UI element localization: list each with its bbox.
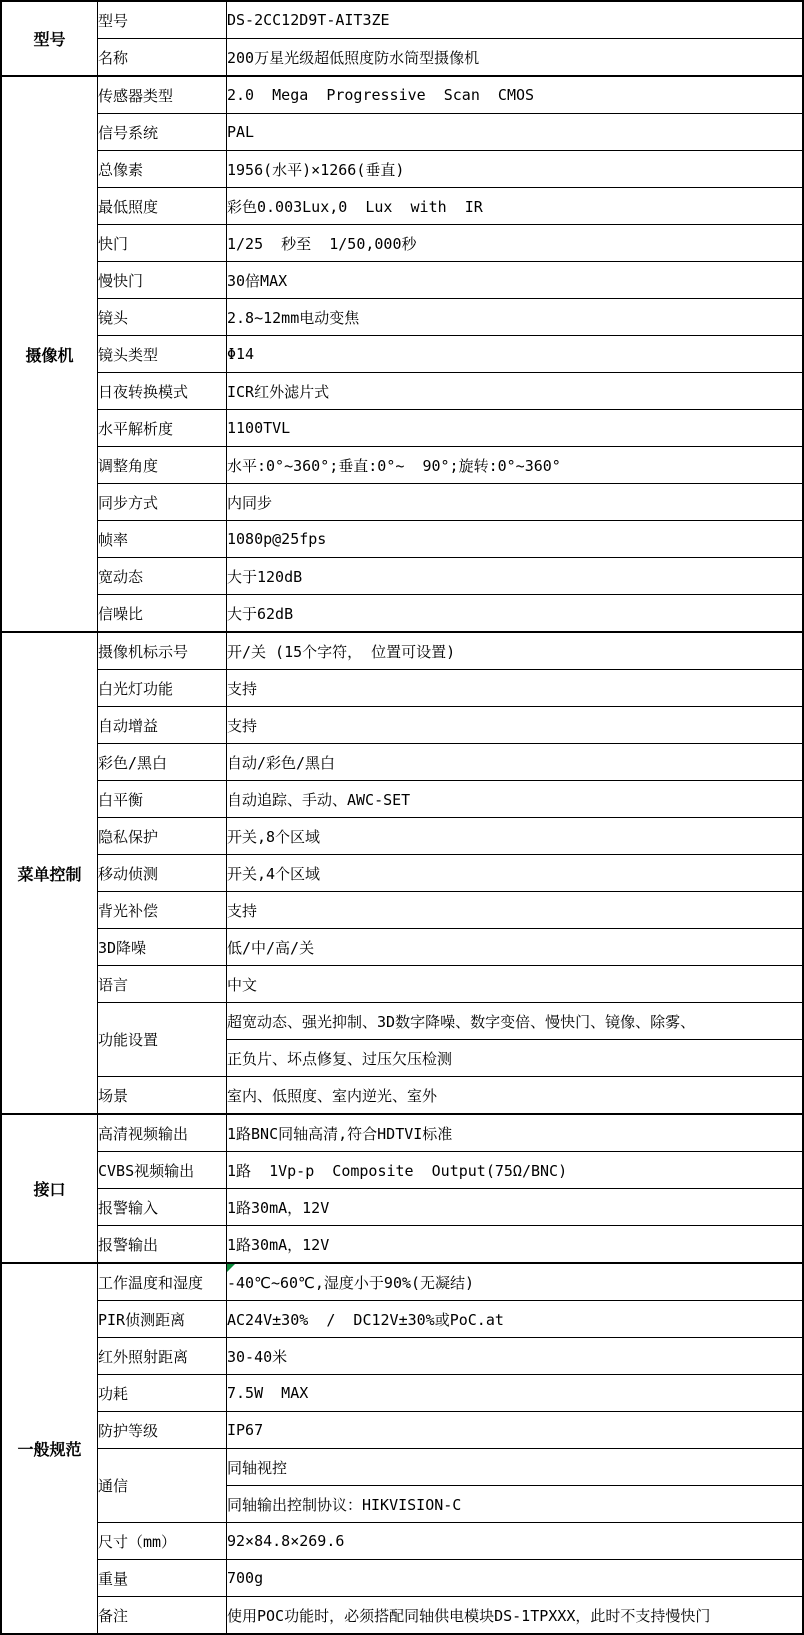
value-cell xyxy=(227,1114,804,1152)
param-cell: 传感器类型 xyxy=(98,76,227,114)
table-row xyxy=(1,1412,803,1449)
value-text: 使用POC功能时，必须搭配同轴供电模块DS-1TPXXX，此时不支持慢快门 xyxy=(227,1606,711,1625)
value-cell xyxy=(227,39,804,77)
table-row xyxy=(1,484,803,521)
param-cell: 高清视频输出 xyxy=(98,1114,227,1152)
value-cell xyxy=(227,1189,804,1226)
table-row xyxy=(1,447,803,484)
value-text: 内同步 xyxy=(227,493,273,512)
table-row xyxy=(1,1597,803,1635)
value-cell xyxy=(227,447,804,484)
param-cell: 3D降噪 xyxy=(98,929,227,966)
value-cell xyxy=(227,1338,804,1375)
param-cell: 隐私保护 xyxy=(98,818,227,855)
table-row xyxy=(1,1003,803,1040)
value-text: 彩色0.003Lux,0 Lux with IR xyxy=(227,197,483,216)
value-text: DS-2CC12D9T-AIT3ZE xyxy=(227,11,390,29)
param-cell: 摄像机标示号 xyxy=(98,632,227,670)
value-cell xyxy=(227,1449,804,1486)
param-cell: 调整角度 xyxy=(98,447,227,484)
value-cell xyxy=(227,484,804,521)
param-cell: 水平解析度 xyxy=(98,410,227,447)
param-cell: 总像素 xyxy=(98,151,227,188)
table-row xyxy=(1,1375,803,1412)
value-cell xyxy=(227,151,804,188)
value-cell xyxy=(227,632,804,670)
value-cell xyxy=(227,818,804,855)
value-text: 1路30mA，12V xyxy=(227,1198,330,1217)
param-cell: CVBS视频输出 xyxy=(98,1152,227,1189)
value-text: 水平:0°~360°;垂直:0°~ 90°;旋转:0°~360° xyxy=(227,456,561,475)
value-text: -40℃~60℃,湿度小于90%(无凝结) xyxy=(227,1273,475,1292)
table-row xyxy=(1,744,803,781)
value-text: 开/关 (15个字符， 位置可设置) xyxy=(227,642,456,661)
param-cell: 镜头类型 xyxy=(98,336,227,373)
param-cell: 通信 xyxy=(98,1449,227,1523)
param-cell: 防护等级 xyxy=(98,1412,227,1449)
param-cell: 移动侦测 xyxy=(98,855,227,892)
value-text: 1100TVL xyxy=(227,419,291,437)
param-cell: 白光灯功能 xyxy=(98,670,227,707)
value-text: 同轴输出控制协议：HIKVISION-C xyxy=(227,1495,462,1514)
value-cell xyxy=(227,707,804,744)
value-cell xyxy=(227,781,804,818)
table-row xyxy=(1,299,803,336)
table-row xyxy=(1,1226,803,1264)
table-row xyxy=(1,336,803,373)
table-row xyxy=(1,595,803,633)
param-cell: 名称 xyxy=(98,39,227,77)
value-text: 700g xyxy=(227,1569,264,1587)
param-cell: 信噪比 xyxy=(98,595,227,633)
value-cell xyxy=(227,558,804,595)
param-cell: 报警输出 xyxy=(98,1226,227,1264)
value-cell xyxy=(227,521,804,558)
table-row xyxy=(1,966,803,1003)
category-cell: 一般规范 xyxy=(1,1263,98,1634)
table-row xyxy=(1,892,803,929)
value-cell xyxy=(227,1597,804,1635)
param-cell: 白平衡 xyxy=(98,781,227,818)
param-cell: 备注 xyxy=(98,1597,227,1635)
table-row xyxy=(1,1077,803,1115)
value-cell xyxy=(227,262,804,299)
value-cell xyxy=(227,855,804,892)
param-cell: 帧率 xyxy=(98,521,227,558)
table-row xyxy=(1,114,803,151)
value-text: 1路30mA，12V xyxy=(227,1235,330,1254)
table-row xyxy=(1,558,803,595)
value-cell xyxy=(227,188,804,225)
value-text: 1956(水平)×1266(垂直) xyxy=(227,160,405,179)
value-text: 7.5W MAX xyxy=(227,1384,309,1402)
param-cell: 同步方式 xyxy=(98,484,227,521)
value-text: 超宽动态、强光抑制、3D数字降噪、数字变倍、慢快门、镜像、除雾、 xyxy=(227,1012,696,1031)
value-text: 同轴视控 xyxy=(227,1458,288,1477)
value-text: 大于62dB xyxy=(227,604,294,623)
value-text: 室内、低照度、室内逆光、室外 xyxy=(227,1086,438,1105)
table-row xyxy=(1,1560,803,1597)
value-text: 支持 xyxy=(227,679,258,698)
table-row xyxy=(1,1449,803,1486)
param-cell: 最低照度 xyxy=(98,188,227,225)
param-cell: 报警输入 xyxy=(98,1189,227,1226)
value-text: 92×84.8×269.6 xyxy=(227,1532,345,1550)
value-text: AC24V±30% / DC12V±30%或PoC.at xyxy=(227,1310,504,1329)
value-cell xyxy=(227,299,804,336)
value-cell xyxy=(227,1003,804,1040)
param-cell: 工作温度和湿度 xyxy=(98,1263,227,1301)
table-row xyxy=(1,1,803,39)
param-cell: 自动增益 xyxy=(98,707,227,744)
table-row xyxy=(1,262,803,299)
table-row xyxy=(1,225,803,262)
table-row xyxy=(1,632,803,670)
value-text: 支持 xyxy=(227,901,258,920)
table-row xyxy=(1,1338,803,1375)
table-row xyxy=(1,818,803,855)
table-row xyxy=(1,151,803,188)
value-cell xyxy=(227,1560,804,1597)
value-text: Φ14 xyxy=(227,345,255,363)
value-text: 30倍MAX xyxy=(227,271,288,290)
value-cell xyxy=(227,1226,804,1264)
param-cell: 彩色/黑白 xyxy=(98,744,227,781)
table-row xyxy=(1,39,803,77)
value-text: IP67 xyxy=(227,1421,264,1439)
value-cell xyxy=(227,1301,804,1338)
table-row xyxy=(1,781,803,818)
param-cell: PIR侦测距离 xyxy=(98,1301,227,1338)
param-cell: 重量 xyxy=(98,1560,227,1597)
value-text: 支持 xyxy=(227,716,258,735)
table-row xyxy=(1,410,803,447)
category-cell: 接口 xyxy=(1,1114,98,1263)
value-cell xyxy=(227,1077,804,1115)
value-text: 开关,4个区域 xyxy=(227,864,321,883)
value-text: 正负片、坏点修复、过压欠压检测 xyxy=(227,1049,453,1068)
param-cell: 语言 xyxy=(98,966,227,1003)
table-row xyxy=(1,670,803,707)
table-row xyxy=(1,1114,803,1152)
category-cell: 型号 xyxy=(1,1,98,76)
value-text: 2.0 Mega Progressive Scan CMOS xyxy=(227,86,535,104)
table-row xyxy=(1,76,803,114)
value-cell xyxy=(227,225,804,262)
value-text: 自动追踪、手动、AWC-SET xyxy=(227,790,411,809)
value-text: 大于120dB xyxy=(227,567,303,586)
param-cell: 日夜转换模式 xyxy=(98,373,227,410)
table-row xyxy=(1,1152,803,1189)
value-cell xyxy=(227,373,804,410)
value-text: 1/25 秒至 1/50,000秒 xyxy=(227,234,417,253)
param-cell: 宽动态 xyxy=(98,558,227,595)
value-cell xyxy=(227,1040,804,1077)
value-cell xyxy=(227,336,804,373)
table-row xyxy=(1,855,803,892)
value-text: ICR红外滤片式 xyxy=(227,382,330,401)
value-text: 开关,8个区域 xyxy=(227,827,321,846)
value-cell xyxy=(227,1486,804,1523)
value-text: 1路 1Vp-p Composite Output(75Ω/BNC) xyxy=(227,1161,568,1180)
table-row xyxy=(1,188,803,225)
value-text: 30-40米 xyxy=(227,1347,288,1366)
table-row xyxy=(1,1523,803,1560)
value-text: 低/中/高/关 xyxy=(227,938,315,957)
value-text: 2.8~12mm电动变焦 xyxy=(227,308,360,327)
value-cell xyxy=(227,1,804,39)
value-text: 1080p@25fps xyxy=(227,530,327,548)
param-cell: 功耗 xyxy=(98,1375,227,1412)
table-row xyxy=(1,521,803,558)
param-cell: 镜头 xyxy=(98,299,227,336)
value-cell xyxy=(227,744,804,781)
value-text: 1路BNC同轴高清,符合HDTVI标准 xyxy=(227,1124,453,1143)
param-cell: 型号 xyxy=(98,1,227,39)
value-cell xyxy=(227,410,804,447)
table-row xyxy=(1,1189,803,1226)
table-row xyxy=(1,373,803,410)
error-indicator-icon xyxy=(227,1264,235,1272)
param-cell: 慢快门 xyxy=(98,262,227,299)
param-cell: 红外照射距离 xyxy=(98,1338,227,1375)
value-cell xyxy=(227,1263,804,1301)
value-text: PAL xyxy=(227,123,255,141)
value-cell xyxy=(227,1375,804,1412)
param-cell: 尺寸（mm） xyxy=(98,1523,227,1560)
value-cell xyxy=(227,929,804,966)
category-cell: 摄像机 xyxy=(1,76,98,632)
value-text: 中文 xyxy=(227,975,258,994)
table-row xyxy=(1,1301,803,1338)
table-row xyxy=(1,707,803,744)
value-text: 自动/彩色/黑白 xyxy=(227,753,336,772)
value-cell xyxy=(227,114,804,151)
param-cell: 场景 xyxy=(98,1077,227,1115)
value-cell xyxy=(227,892,804,929)
table-row xyxy=(1,1263,803,1301)
value-cell xyxy=(227,670,804,707)
value-cell xyxy=(227,966,804,1003)
value-cell xyxy=(227,76,804,114)
param-cell: 快门 xyxy=(98,225,227,262)
table-row xyxy=(1,929,803,966)
value-cell xyxy=(227,1523,804,1560)
value-cell xyxy=(227,595,804,633)
param-cell: 功能设置 xyxy=(98,1003,227,1077)
value-cell xyxy=(227,1152,804,1189)
param-cell: 信号系统 xyxy=(98,114,227,151)
category-cell: 菜单控制 xyxy=(1,632,98,1114)
param-cell: 背光补偿 xyxy=(98,892,227,929)
value-cell xyxy=(227,1412,804,1449)
value-text: 200万星光级超低照度防水筒型摄像机 xyxy=(227,48,480,67)
